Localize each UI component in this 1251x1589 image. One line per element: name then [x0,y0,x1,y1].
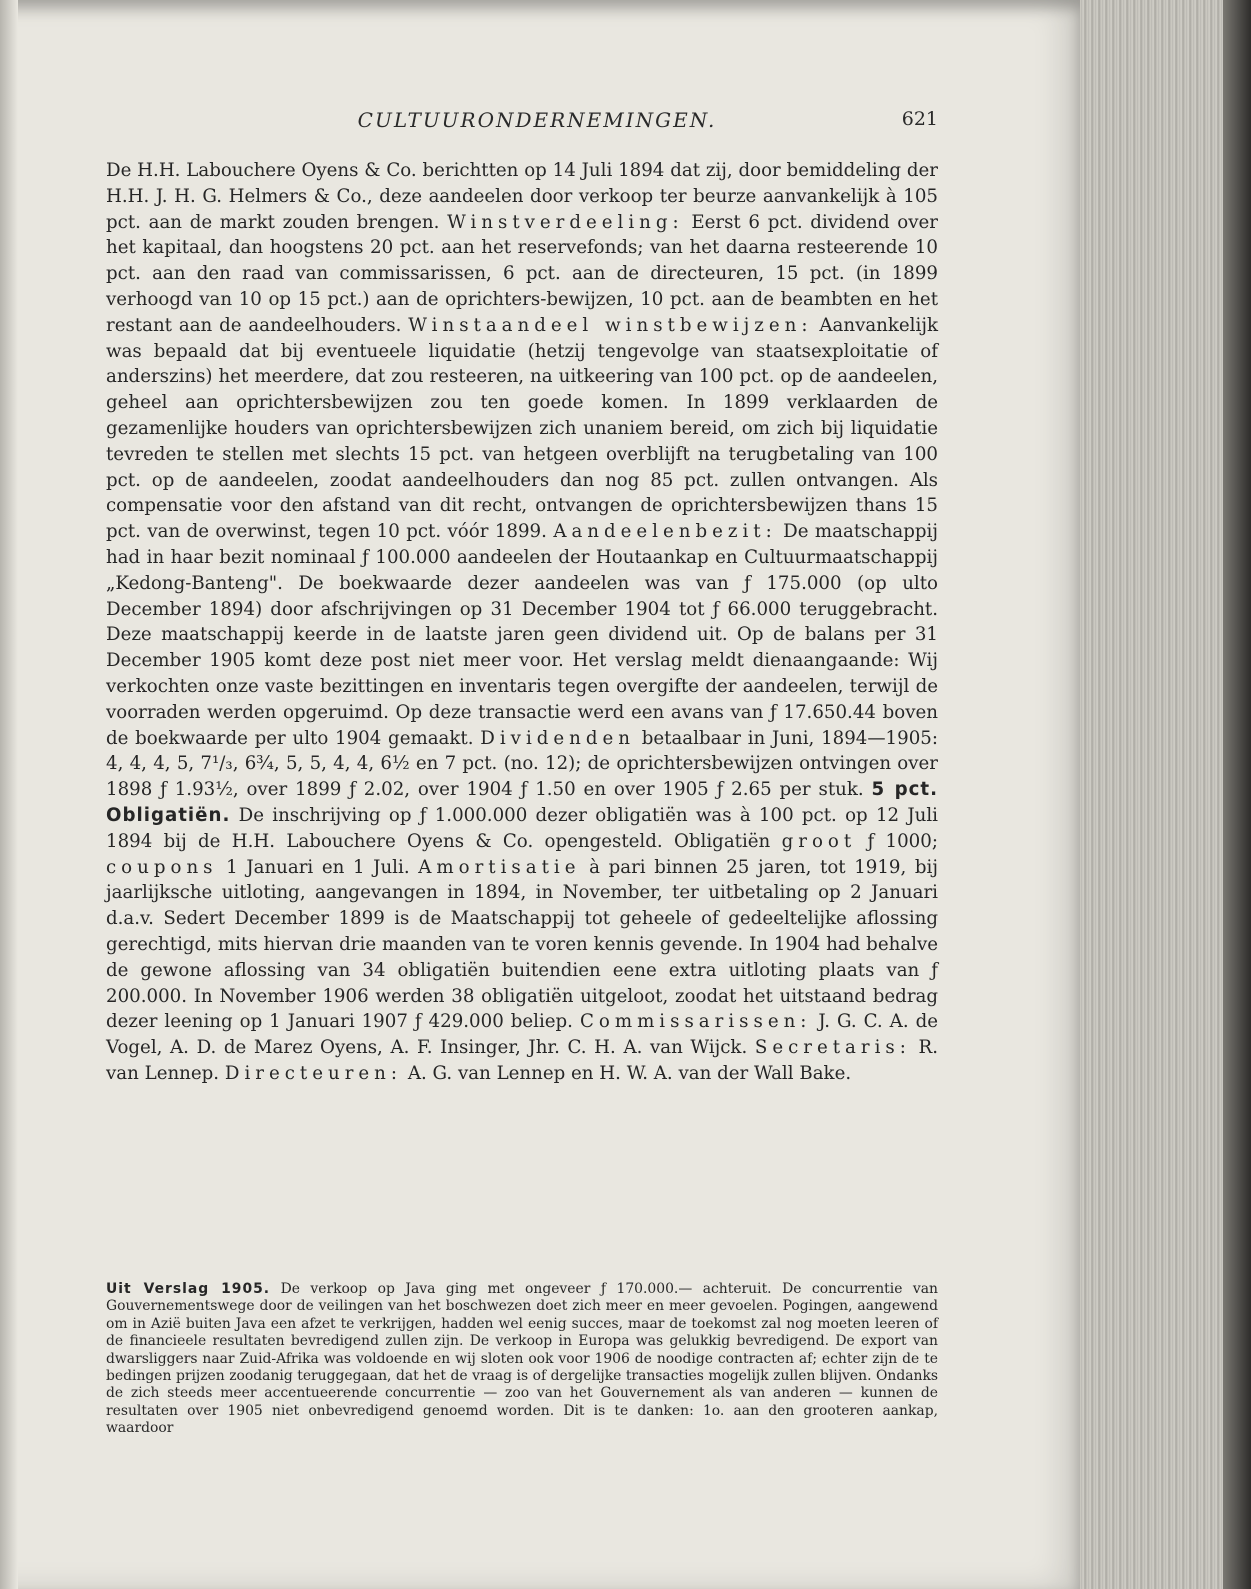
section-label-amortisatie: Amortisatie [418,856,581,878]
main-paragraph [106,158,938,1087]
text-segment: R. van Lennep. [106,1037,938,1084]
text-segment: De H.H. Labouchere Oyens & Co. berichtten op 14 Juli 1894 dat zij, door bemiddeling der H.H. J. H. G. Helmers & Co., deze aandeelen door verkoop ter beurze aanvankelijk à 105 pct. aan de markt zouden brengen. [106,160,938,233]
page-header [108,108,938,140]
section-label-coupons: coupons [106,856,218,878]
section-heading-obligatien: 5 pct. Obligatiën. [106,779,939,826]
book-gutter [0,0,18,1589]
section-label-dividenden: Dividenden [480,727,635,749]
text-segment: à pari binnen 25 jaren, tot 1919, bij jaarlijksche uitloting, aangevangen in 1894, in November, ter uitbetaling op 2 Januari d.a.v. Sedert December 1899 is de Maatschappij tot geheele of gedeeltelijke aflossing gerechtigd, mits hiervan drie maanden van te voren kennis gevende. In 1904 had behalve de gewone aflossing van 34 obligatiën buitendien eene extra uitloting plaats van ƒ 200.000. In November 1906 werden 38 obligatiën uitgeloot, zoodat het uitstaand bedrag dezer leening op 1 Januari 1907 ƒ 429.000 beliep. [106,856,938,1033]
text-segment: 1 Januari en 1 Juli. [226,856,410,878]
report-heading: Uit Verslag 1905. [106,1281,271,1297]
text-segment: Aanvankelijk was bepaald dat bij eventueele liquidatie (hetzij tengevolge van staatsexploitatie of anderszins) het meerdere, dat zou resteeren, na uitkeering van 100 pct. op de aandeelen, geheel aan oprichtersbewijzen zou ten goede komen. In 1899 verklaarden de gezamenlijke houders van oprichtersbewijzen zich unaniem bereid, om zich bij liquidatie tevreden te stellen met slechts 15 pct. van hetgeen overblijft na terugbetaling van 100 pct. op de aandeelen, zoodat aandeelhouders dan nog 85 pct. zullen ontvangen. Als compensatie voor den afstand van dit recht, ontvangen de oprichtersbewijzen thans 15 pct. van de overwinst, tegen 10 pct. vóór 1899. [106,314,938,543]
report-text: De verkoop op Java ging met ongeveer ƒ 170.000.— achteruit. De concurrentie van Gouvernementswege door de veilingen van het boschwezen doet zich meer en meer gevoelen. Pogingen, aangewend om in Azië buiten Java een afzet te verkrijgen, hadden wel eenig succes, maar de toekomst zal nog moeten leeren of de financieele resultaten bevredigend zullen zijn. De verkoop in Europa was gelukkig bevredigend. De export van dwarsliggers naar Zuid-Afrika was voldoende en wij sloten ook voor 1906 de noodige contracten af; echter zijn de te bedingen prijzen zoodanig teruggegaan, dat het de vraag is of dergelijke transacties mogelijk zullen blijven. Ondanks de zich steeds meer accentueerende concurrentie — zoo van het Gouvernement als van anderen — kunnen de resultaten over 1905 niet onbevredigend genoemd worden. Dit is te danken: 1o. aan den grooteren aankap, waardoor [106,1281,938,1437]
page-number: 621 [901,108,938,130]
section-label-winstverdeeling: Winstverdeeling: [447,211,684,233]
section-label-directeuren: Directeuren: [224,1062,403,1084]
page-stack-edge [1080,0,1251,1589]
text-segment: A. G. van Lennep en H. W. A. van der Wall Bake. [407,1062,852,1084]
text-segment: Eerst 6 pct. dividend over het kapitaal, dan hoogstens 20 pct. aan het reservefonds; van het daarna resteerende 10 pct. aan den raad van commissarissen, 6 pct. aan de directeuren, 15 pct. (in 1899 verhoogd van 10 op 15 pct.) aan de oprichters-bewijzen, 10 pct. aan de beambten en het restant aan de aandeelhouders. [106,211,938,336]
section-label-secretaris: Secretaris: [754,1037,911,1059]
section-label-groot: groot [781,830,857,852]
text-segment: J. G. C. A. de Vogel, A. D. de Marez Oyens, A. F. Insinger, Jhr. C. H. A. van Wijck. [106,1011,938,1059]
report-excerpt [106,1281,938,1438]
section-label-winstaandeel: Winstaandeel winstbewijzen: [408,314,813,336]
text-segment: De inschrijving op ƒ 1.000.000 dezer obligatiën was à 100 pct. op 12 Juli 1894 bij de H.H. Labouchere Oyens & Co. opengesteld. Obligatiën [106,804,938,852]
section-label-aandeelenbezit: Aandeelenbezit: [553,521,777,543]
text-segment: De maatschappij had in haar bezit nominaal ƒ 100.000 aandeelen der Houtaankap en Cultuurmaatschappij „Kedong-Banteng". De boekwaarde dezer aandeelen was van ƒ 175.000 (op ulto December 1894) door afschrijvingen op 31 December 1904 tot ƒ 66.000 teruggebracht. Deze maatschappij keerde in de laatste jaren geen dividend uit. Op de balans per 31 December 1905 komt deze post niet meer voor. Het verslag meldt dienaangaande: Wij verkochten onze vaste bezittingen en inventaris tegen overgifte der aandeelen, terwijl de voorraden werden opgeruimd. Op deze transactie werd een avans van ƒ 17.650.44 boven de boekwaarde per ulto 1904 gemaakt. [106,521,938,749]
section-label-commissarissen: Commissarissen: [579,1011,812,1033]
running-title: CULTUURONDERNEMINGEN. [357,108,717,132]
text-segment: ƒ 1000; [867,830,938,852]
text-segment: betaalbaar in Juni, 1894—1905: 4, 4, 4, 5, 7¹/₃, 6¾, 5, 5, 4, 4, 6½ en 7 pct. (no. 12); de oprichtersbewijzen ontvingen over 1898 ƒ 1.93½, over 1899 ƒ 2.02, over 1904 ƒ 1.50 en over 1905 ƒ 2.65 per stuk. [106,727,938,801]
